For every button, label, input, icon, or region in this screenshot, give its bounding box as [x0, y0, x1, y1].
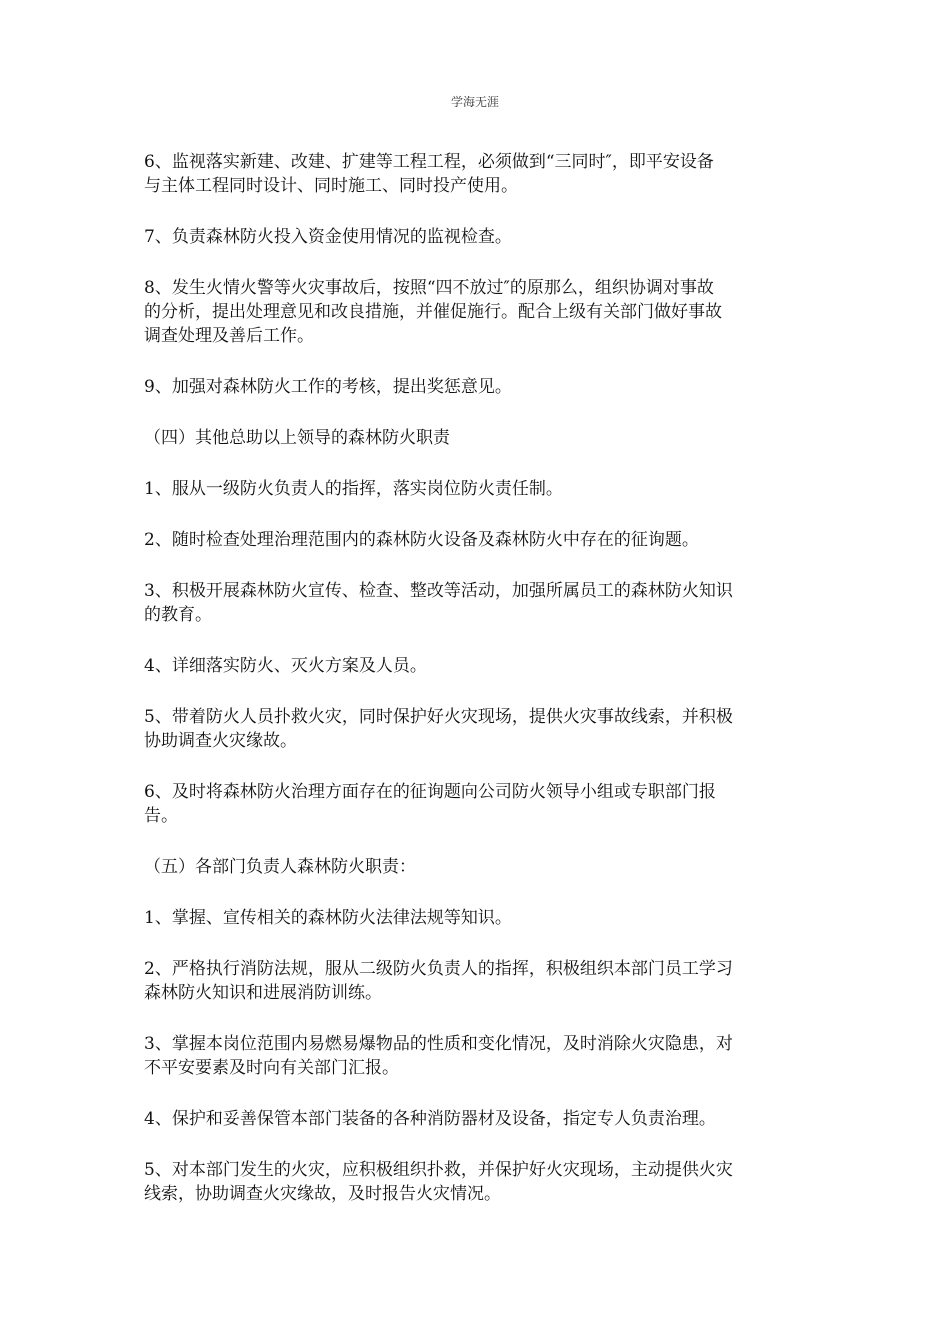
paragraph-6-report-issues [144, 780, 808, 828]
paragraph-line: 4、保护和妥善保管本部门装备的各种消防器材及设备，指定专人负责治理。 [144, 1109, 716, 1129]
paragraph-4-plans [144, 654, 808, 678]
paragraph-line: 9、加强对森林防火工作的考核，提出奖惩意见。 [144, 377, 512, 397]
paragraph-line: 1、服从一级防火负责人的指挥，落实岗位防火责任制。 [144, 479, 563, 499]
paragraph-line: 6、监视落实新建、改建、扩建等工程工程，必须做到“三同时″，即平安设备 [144, 152, 714, 172]
paragraph-line: 2、严格执行消防法规，服从二级防火负责人的指挥，积极组织本部门员工学习 [144, 959, 733, 979]
paragraph-2-training [144, 957, 808, 1005]
paragraph-3-education [144, 579, 808, 627]
paragraph-2-inspect-equipment [144, 528, 808, 552]
paragraph-1-laws [144, 906, 808, 930]
paragraph-line: 8、发生火情火警等火灾事故后，按照“四不放过″的原那么，组织协调对事故 [144, 278, 714, 298]
paragraph-line: 告。 [144, 806, 178, 826]
paragraph-line: 与主体工程同时设计、同时施工、同时投产使用。 [144, 176, 518, 196]
paragraph-9-assessment [144, 375, 808, 399]
paragraph-line: 森林防火知识和进展消防训练。 [144, 983, 382, 1003]
paragraph-line: 7、负责森林防火投入资金使用情况的监视检查。 [144, 227, 512, 247]
section-heading-4 [144, 426, 808, 450]
paragraph-line: 3、积极开展森林防火宣传、检查、整改等活动，加强所属员工的森林防火知识 [144, 581, 733, 601]
paragraph-4-equipment-care [144, 1107, 808, 1131]
paragraph-line: 5、带着防火人员扑救火灾，同时保护好火灾现场，提供火灾事故线索，并积极 [144, 707, 733, 727]
paragraph-line: 2、随时检查处理治理范围内的森林防火设备及森林防火中存在的征询题。 [144, 530, 699, 550]
section-heading: （四）其他总助以上领导的森林防火职责 [144, 428, 450, 448]
paragraph-1-obey-command [144, 477, 808, 501]
paragraph-6-three-simultaneous [144, 150, 808, 198]
paragraph-line: 4、详细落实防火、灭火方案及人员。 [144, 656, 427, 676]
paragraph-line: 6、及时将森林防火治理方面存在的征询题向公司防火领导小组或专职部门报 [144, 782, 716, 802]
section-heading: （五）各部门负责人森林防火职责： [144, 857, 416, 877]
paragraph-line: 协助调查火灾缘故。 [144, 731, 297, 751]
paragraph-line: 不平安要素及时向有关部门汇报。 [144, 1058, 399, 1078]
paragraph-line: 的分析，提出处理意见和改良措施，并催促施行。配合上级有关部门做好事故 [144, 302, 722, 322]
paragraph-5-firefighting [144, 705, 808, 753]
paragraph-5-fire-response [144, 1158, 808, 1206]
paragraph-3-hazards [144, 1032, 808, 1080]
paragraph-line: 调查处理及善后工作。 [144, 326, 314, 346]
paragraph-line: 线索，协助调查火灾缘故，及时报告火灾情况。 [144, 1184, 501, 1204]
paragraph-line: 1、掌握、宣传相关的森林防火法律法规等知识。 [144, 908, 512, 928]
paragraph-7-fund-inspection [144, 225, 808, 249]
paragraph-line: 3、掌握本岗位范围内易燃易爆物品的性质和变化情况，及时消除火灾隐患，对 [144, 1034, 733, 1054]
section-heading-5 [144, 855, 808, 879]
page-header: 学海无涯 [450, 95, 499, 109]
paragraph-line: 5、对本部门发生的火灾，应积极组织扑救，并保护好火灾现场，主动提供火灾 [144, 1160, 733, 1180]
paragraph-line: 的教育。 [144, 605, 212, 625]
paragraph-8-accident-handling [144, 276, 808, 348]
document-body [144, 150, 808, 1233]
